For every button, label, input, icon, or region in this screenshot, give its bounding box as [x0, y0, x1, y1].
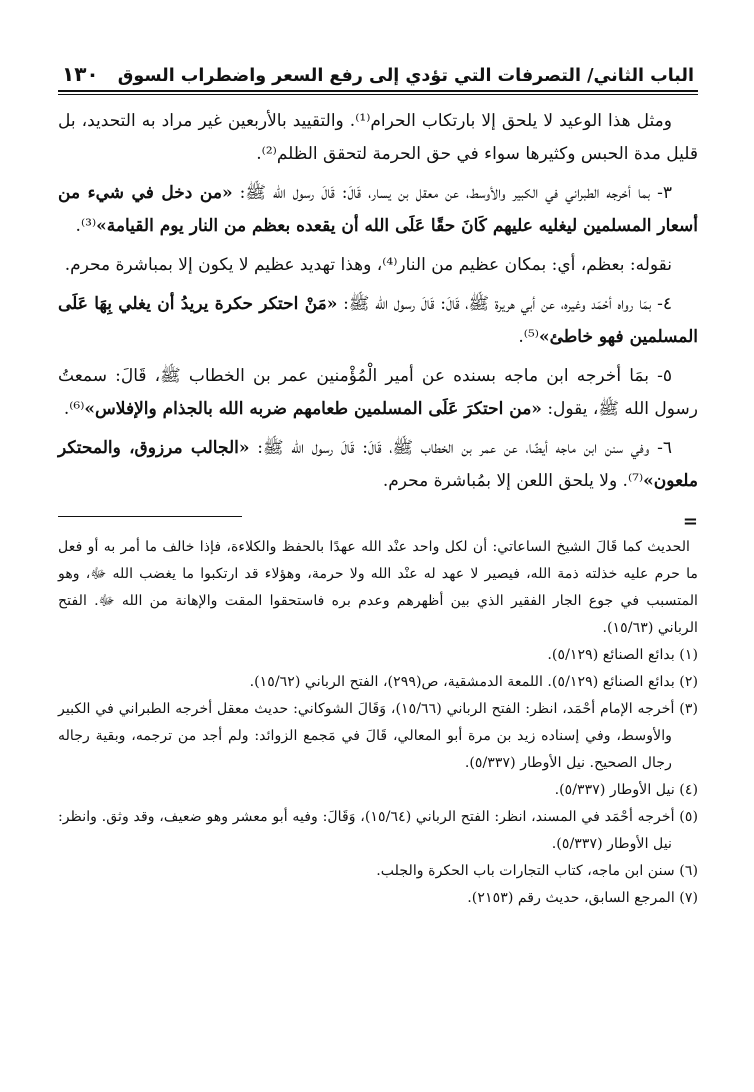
paragraph-2-end: ⁽³⁾.	[75, 216, 97, 236]
footnote-2: (٢) بدائع الصنائع (٥/١٢٩). اللمعة الدمشقية، ص(٢٩٩)، الفتح الرباني (١٥/٦٢).	[249, 674, 698, 690]
paragraph-4	[58, 288, 698, 354]
footnote-rule	[58, 516, 242, 517]
hadith-6: «الجالب مرزوق، والمحتكر ملعون»	[58, 438, 698, 491]
running-header	[58, 52, 698, 86]
paragraph-5	[58, 360, 698, 426]
hadith-3: «من دخل في شيء من أسعار المسلمين ليغليه عليهم كَانَ حقًا عَلَى الله أن يقعده بعظم من النار يوم القيامة»	[58, 183, 698, 236]
footnote-4: (٤) نيل الأوطار (٥/٣٣٧).	[554, 782, 698, 798]
paragraph-1: ومثل هذا الوعيد لا يلحق إلا بارتكاب الحرام⁽¹⁾. والتقييد بالأربعين غير مراد به التحديد، بل قليل مدة الحبس وكثيرها سواء في حق الحرمة لتحقق الظلم⁽²⁾.	[58, 111, 698, 164]
header-rule	[58, 90, 698, 95]
page-number: ١٣٠	[62, 62, 99, 86]
footnote-3: (٣) أخرجه الإمام أحْمَد، انظر: الفتح الرباني (١٥/٦٦)، وَقَالَ الشوكاني: حديث معقل أخرجه الطبراني في الكبير والأوسط، وفي إسناده زيد بن مرة أبو المعالي، قَالَ في مَجمع الزوائد: ولم أجد من ترجمه، وبقية رجاله رجال الصحيح. نيل الأوطار (٥/٣٣٧).	[58, 701, 699, 771]
book-page	[58, 52, 698, 912]
paragraph-6	[58, 432, 698, 498]
hadith-4: «مَنْ احتكر حكرة يريدُ أن يغلي بِهَا عَلَى المسلمين فهو خاطئ»	[58, 294, 698, 347]
hadith-5: «من احتكرَ عَلَى المسلمين طعامهم ضربه الله بالجذام والإفلاس»	[84, 399, 542, 419]
paragraph-4-intro: ٤- بمَا رواه أحْمَد وغيره، عن أبي هريرة ﷺ، قَالَ: قَالَ رسول الله ﷺ:	[337, 294, 672, 314]
footnote-1: (١) بدائع الصنائع (٥/١٢٩).	[547, 647, 698, 663]
paragraph-6-end: ⁽⁷⁾. ولا يلحق اللعن إلا بمُباشرة محرم.	[382, 471, 644, 491]
footnote-5: (٥) أخرجه أحْمَد في المسند، انظر: الفتح الرباني (١٥/٦٤)، وَقَالَ: وفيه أبو معشر وهو ضعيف، وقد وثق. وانظر: نيل الأوطار (٥/٣٣٧).	[58, 809, 698, 852]
footnote-continuation: الحديث كما قَالَ الشيخ الساعاتي: أن لكل واحد عنْد الله عهدًا بالحفظ والكلاءة، فإذا خالف ما أمر به أو فعل ما حرم عليه خذلته ذمة الله، فيصير لا عهد له عنْد الله ولا حرمة، وهؤلاء قد ارتكبوا ما يغضب الله ﷻ، وهو المتسبب في جوع الجار الفقير الذي بين أظهرهم وعدم بره فاستحقوا المقت والإهانة من الله ﷻ. الفتح الرباني (١٥/٦٣).	[58, 539, 698, 636]
paragraph-3: نقوله: بعظم، أي: بمكان عظيم من النار⁽⁴⁾، وهذا تهديد عظيم لا يكون إلا بمباشرة محرم.	[64, 255, 672, 275]
footnotes	[58, 534, 698, 912]
paragraph-2	[58, 177, 698, 243]
footnote-continuation-mark: =	[682, 511, 698, 532]
paragraph-2-intro: ٣- بما أخرجه الطبراني في الكبير والأوسط، عن معقل بن يسار، قَالَ: قَالَ رسول الله ﷺ:	[232, 183, 672, 203]
paragraph-5-intro: ٥- بمَا أخرجه ابن ماجه بسنده عن أمير الْمُؤْمنين عمر بن الخطاب ﷺ، قَالَ: سمعتُ رسول الله ﷺ، يقول:	[58, 366, 698, 419]
footnote-separator	[58, 508, 698, 534]
paragraph-6-intro: ٦- وفي سنن ابن ماجه أيضًا، عن عمر بن الخطاب ﷺ، قَالَ: قَالَ رسول الله ﷺ:	[249, 438, 672, 458]
paragraph-5-end: ⁽⁶⁾.	[63, 399, 85, 419]
paragraph-4-end: ⁽⁵⁾.	[518, 327, 539, 347]
footnote-6: (٦) سنن ابن ماجه، كتاب التجارات باب الحكرة والجلب.	[376, 863, 698, 879]
main-text	[58, 105, 698, 498]
footnote-7: (٧) المرجع السابق، حديث رقم (٢١٥٣).	[467, 890, 698, 906]
chapter-title: الباب الثاني/ التصرفات التي تؤدي إلى رفع السعر واضطراب السوق	[117, 66, 694, 86]
